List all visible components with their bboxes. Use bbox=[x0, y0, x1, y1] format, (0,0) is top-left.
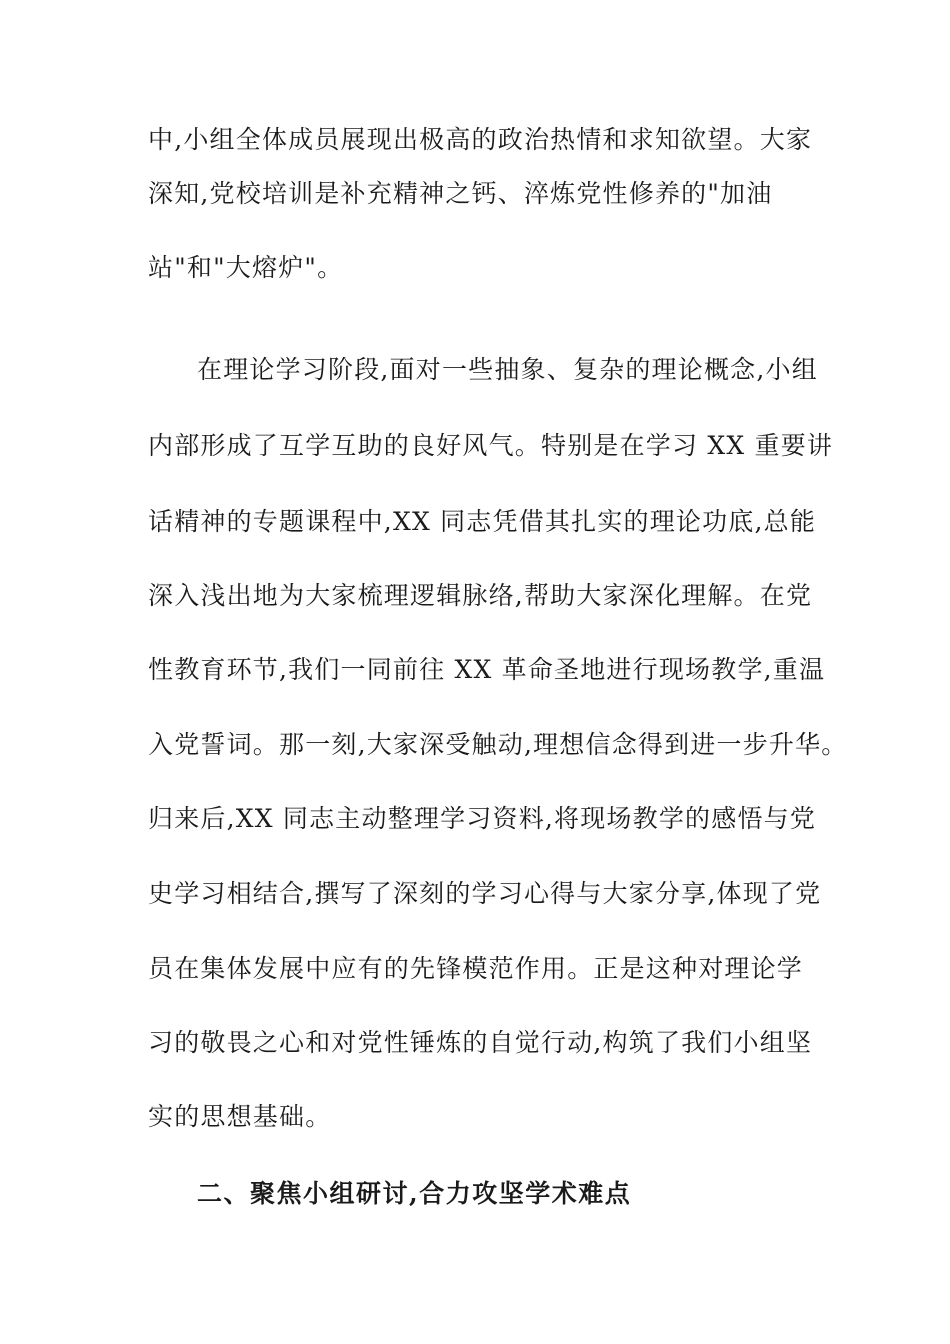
paragraph-start-line: 在理论学习阶段,面对一些抽象、复杂的理论概念,小组 bbox=[197, 355, 818, 384]
text-line: 入党誓词。那一刻,大家深受触动,理想信念得到进一步升华。 bbox=[148, 730, 848, 759]
text-line: 内部形成了互学互助的良好风气。特别是在学习 XX 重要讲 bbox=[148, 431, 834, 460]
text-line: 站"和"大熔炉"。 bbox=[148, 253, 344, 282]
text-line: 深知,党校培训是补充精神之钙、淬炼党性修养的"加油 bbox=[148, 179, 773, 208]
text-line: 归来后,XX 同志主动整理学习资料,将现场教学的感悟与党 bbox=[148, 804, 817, 833]
text-line: 员在集体发展中应有的先锋模范作用。正是这种对理论学 bbox=[148, 954, 804, 983]
text-line: 性教育环节,我们一同前往 XX 革命圣地进行现场教学,重温 bbox=[148, 655, 826, 684]
text-line: 习的敬畏之心和对党性锤炼的自觉行动,构筑了我们小组坚 bbox=[148, 1028, 813, 1057]
text-line: 深入浅出地为大家梳理逻辑脉络,帮助大家深化理解。在党 bbox=[148, 581, 813, 610]
text-line: 实的思想基础。 bbox=[148, 1102, 332, 1131]
text-line: 话精神的专题课程中,XX 同志凭借其扎实的理论功底,总能 bbox=[148, 507, 817, 536]
section-heading: 二、聚焦小组研讨,合力攻坚学术难点 bbox=[197, 1179, 632, 1208]
text-line: 中,小组全体成员展现出极高的政治热情和求知欲望。大家 bbox=[148, 125, 813, 154]
text-line: 史学习相结合,撰写了深刻的学习心得与大家分享,体现了党 bbox=[148, 879, 822, 908]
